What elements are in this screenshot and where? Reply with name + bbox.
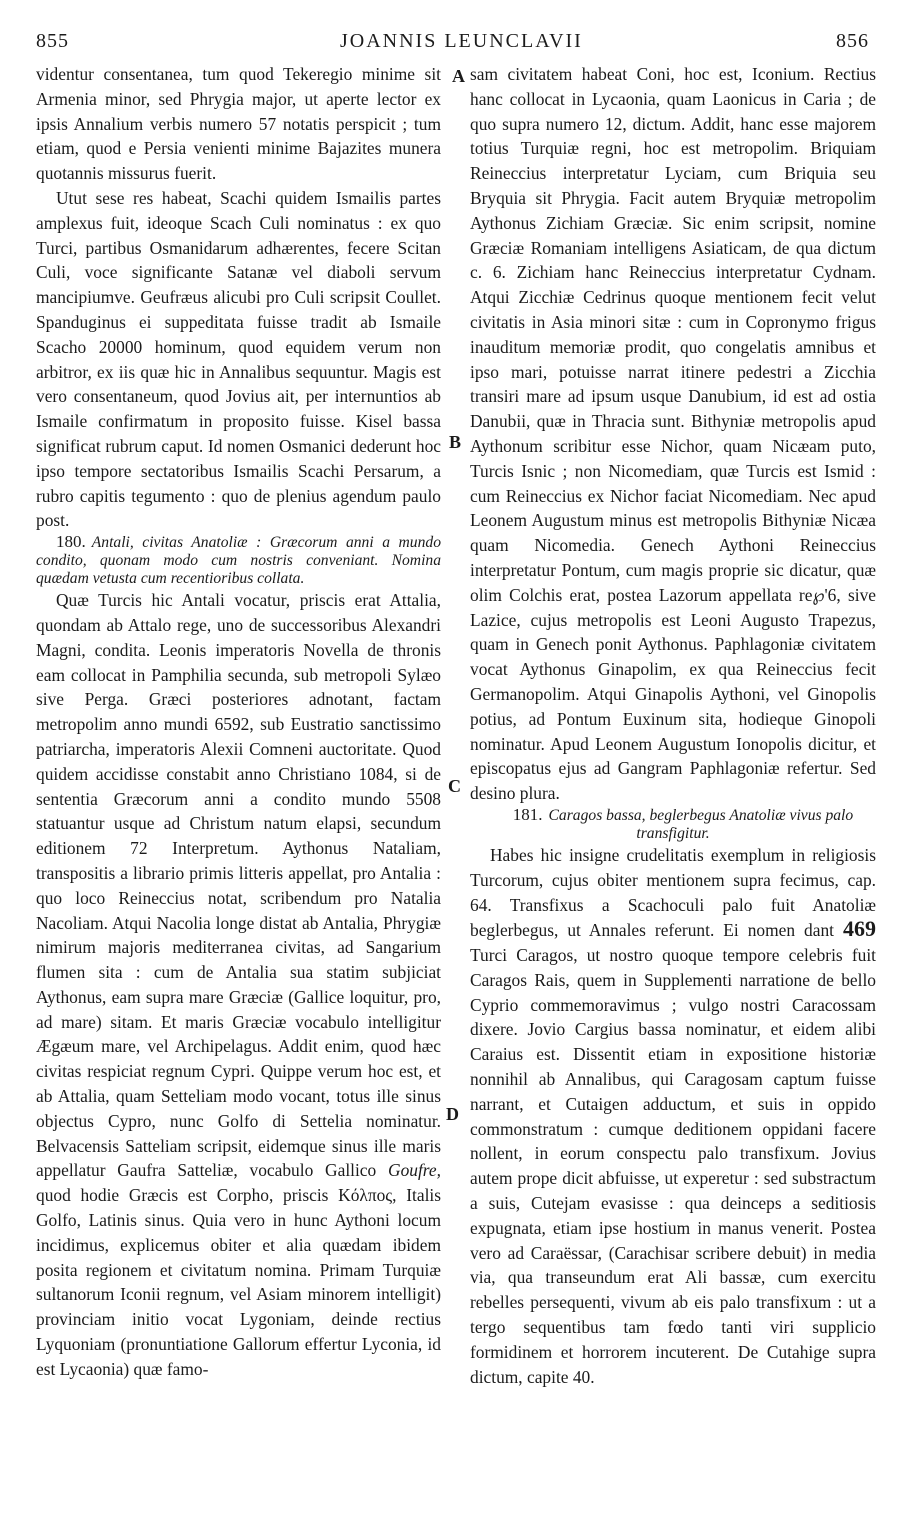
margin-marker-b: B: [449, 432, 462, 452]
left-column: [36, 62, 441, 1382]
section-number: 180.: [56, 532, 86, 552]
italic-word: Goufre,: [388, 1160, 441, 1181]
paragraph-text: Quæ Turcis hic Antali vocatur, priscis erat Attalia, quondam ab Attalo rege, uno de successoribus Alexandri Magni, condita. Leonis imperatoris Novella de thronis eam collocat in Pamphilia secunda, sub metropoli Sylæo sive Perga. Græci posteriores adnotant, factam metropolim anno mundi 6592, sub Eustratio sanctissimo patriarcha, imperatoris Alexii Comneni auctoritate. Quod quidem accidisse constabit anno Christiano 1084, si de sententia Græcorum anni a condito mundo 5508 statuantur usque ad Christum natum elapsi, secundum editionem 72 Interpretum. Aythonus Nataliam, transpositis a librario primis litteris appellat, pro Antalia : quo loco Reineccius notat, scribendum pro Natalia Nacoliam. Atqui Nacolia longe distat ab Antalia, Phrygiæ nimirum majoris mediterranea civitas, ad Sangarium flumen sita : cum de Antalia sua statim subjiciat Aythonus, eam supra mare Græciæ (Gallice loquitur, pro, ad mare) sitam. Et maris Græciæ vocabulo intelligitur Ægæum mare, vel Archipelagus. Addit enim, quod hæc civitas respiciat regnum Cypri. Quippe verum hoc est, et ab Attalia, quam Setteliam modo vocant, totus ille sinus objectus Cypro, nunc Golfo di Settelia nominatur. Belvacensis Satteliam scripsit, eidemque sinus ille maris appellatur Gaufra Satteliæ, vocabulo Gallico: [36, 590, 441, 1181]
margin-number: 469: [843, 916, 876, 942]
section-title: Caragos bassa, beglerbegus Anatoliæ vivus palo transfigitur.: [548, 806, 854, 842]
running-title: JOANNIS LEUNCLAVII: [340, 30, 583, 52]
paragraph: Utut sese res habeat, Scachi quidem Ismailis partes amplexus fuit, ideoque Scach Culi nominatus : ex quo Turci, partibus Osmanidarum adhærentes, fecere Scitan Culi, voce significante Satanæ vel diaboli servum mancipiumve. Geufræus alicubi pro Culi scripsit Coullet. Spanduginus ei suppeditata fuisse tradit ab Ismaile Scacho 20000 hominum, quod equidem verum non arbitror, ex iis quæ hic in Annalibus sequuntur. Magis est vero consentaneum, quod Jovius ait, per internuntios ab Ismaile confirmatum in proposito fuisse. Kisel bassa significat rubrum caput. Id nomen Osmanici dederunt hoc ipso tempore sectatoribus Ismailis Scachi Persarum, a rubro capitis tegumento : quo de plenius agendum paulo post.: [36, 187, 441, 531]
paragraph: [470, 843, 876, 1390]
page-number-left: 855: [36, 30, 69, 52]
margin-marker-c: C: [448, 776, 461, 796]
paragraph-text: Turci Caragos, ut nostro quoque tempore celebris fuit Caragos Rais, quem in Supplementi narratione de bello Cyprio commemoravimus ; vulgo nostri Caracossam dixere. Jovio Cargius bassa nominatur, et eidem alibi Caraius est. Dissentit etiam in expositione historiæ nonnihil ab Annalibus, qui Caragosam captum fuisse narrant, et Cutaigen adductum, et suis in oppido commonstratum : cumque deditionem oppidani facere nollent, in eorum conspectu palo transfixum. Jovius autem prope dicit abfuisse, ut experetur : sed substractum a suis, Cutejam evasisse : qua deinceps a seditiosis expugnata, etiam ipse hostium in manus venerit. Postea vero ad Caraëssar, (Carachisar scribere debuit) in media via, qua transeundum erat Ali bassæ, cum exercitu rebelles persequenti, vivum ab eis palo transfixum : ut a tergo sequentibus tam fœdo tanti viri supplicio formidinem et horrorem incuterent. De Cutahige supra dictum, capite 40.: [470, 945, 876, 1387]
margin-marker-d: D: [446, 1104, 459, 1124]
paragraph: [36, 588, 441, 1382]
paragraph: videntur consentanea, tum quod Tekeregio minime sit Armenia minor, sed Phrygia major, ut aperte lector ex ipsis Annalium verbis numero 57 notatis perspicit ; tum etiam, quod e Persia venienti minime Bajazites munera quotannis missurus fuerit.: [36, 64, 441, 184]
section-heading-180: [36, 533, 441, 588]
right-column: [470, 62, 876, 1389]
margin-marker-a: A: [452, 66, 465, 86]
paragraph: sam civitatem habeat Coni, hoc est, Iconium. Rectius hanc collocat in Lycaonia, quam Laonicus in Caria ; de quo supra numero 12, dictum. Addit, hanc esse majorem totius Turquiæ regni, hoc est metropolim. Briquiam Reineccius interpretatur Lyciam, cum Briquia seu Bryquia sit Phrygia. Facit autem Bryquiæ metropolim Aythonus Zichiam Græciæ. Sic enim scripsit, nomine Græciæ Romaniam intelligens Asiaticam, de qua dictum c. 6. Zichiam hanc Reineccius interpretatur Cydnam. Atqui Zicchiæ Cedrinus quoque mentionem fecit velut civitatis in Asia minori sitæ : cum in Copronymo frigus inauditum memoriæ prodit, quo congelatis amnibus et ipso mari, potuisse narrat itinere pedestri a Zicchia transiri mare ad ipsum usque Danubium, id est ad ostia Danubii, quæ in Thracia sunt. Bithyniæ metropolis apud Aythonum scribitur esse Nichor, quam Nicæam puto, Turcis Isnic ; non Nicomediam, quæ Turcis est Ismid : cum Reineccius ex Nichor faciat Nicomediam. Nec apud Leonem Augustum minus est metropolis Bithyniæ Nicæa quam Nicomedia. Genech Aythoni Reineccius interpretatur Pontum, cum magis proprie sic dicatur, quæ olim Colchis erat, postea Lazorum appellata re℘'6, sive Lazice, cujus metropolis est Leoni Augusto Trapezus, quam in Genech ponit Aythonus. Paphlagoniæ civitatem vocat Aythonus Ginapolim, ex qua Reineccius fecit Germanopolim. Atqui Ginapolis Aythoni, vel Ginopolis potius, ad Pontum Euxinum sita, hodieque Ginopoli nominatur. Apud Leonem Augustum Ionopolis dicitur, et episcopatus ejus ad Gangram Paphlagoniæ refertur. Sed desino plura.: [470, 64, 876, 804]
section-title: Antali, civitas Anatoliæ : Græcorum anni a mundo condito, quonam modo cum nostris conveniant. Nomina quædam vetusta cum recentioribus collata.: [36, 534, 441, 588]
paragraph-text: quod hodie Græcis est Corpho, priscis Κόλπος, Italis Golfo, Latinis sinus. Quia vero in hunc Aythoni locum incidimus, explicemus obiter et alia quædam ibidem posita regionem et civitatum nomina. Primam Turquiæ sultanorum Iconii regnum, vel Asiam minorem intelligit) provinciam initio vocat Lygoniam, deinde rectius Lyquoniam (pronuntiatione Gallorum effertur Lyconia, id est Lycaonia) quæ famo-: [36, 1185, 441, 1379]
paragraph-text: Habes hic insigne crudelitatis exemplum in religiosis Turcorum, cujus obiter mentionem supra fecimus, cap. 64. Transfixus a Scachoculi palo fuit Anatoliæ beglerbegus, ut Annales referunt. Ei nomen dant: [470, 844, 876, 941]
section-number: 181.: [512, 804, 543, 824]
section-heading-181: [470, 806, 876, 843]
page-number-right: 856: [836, 30, 869, 52]
